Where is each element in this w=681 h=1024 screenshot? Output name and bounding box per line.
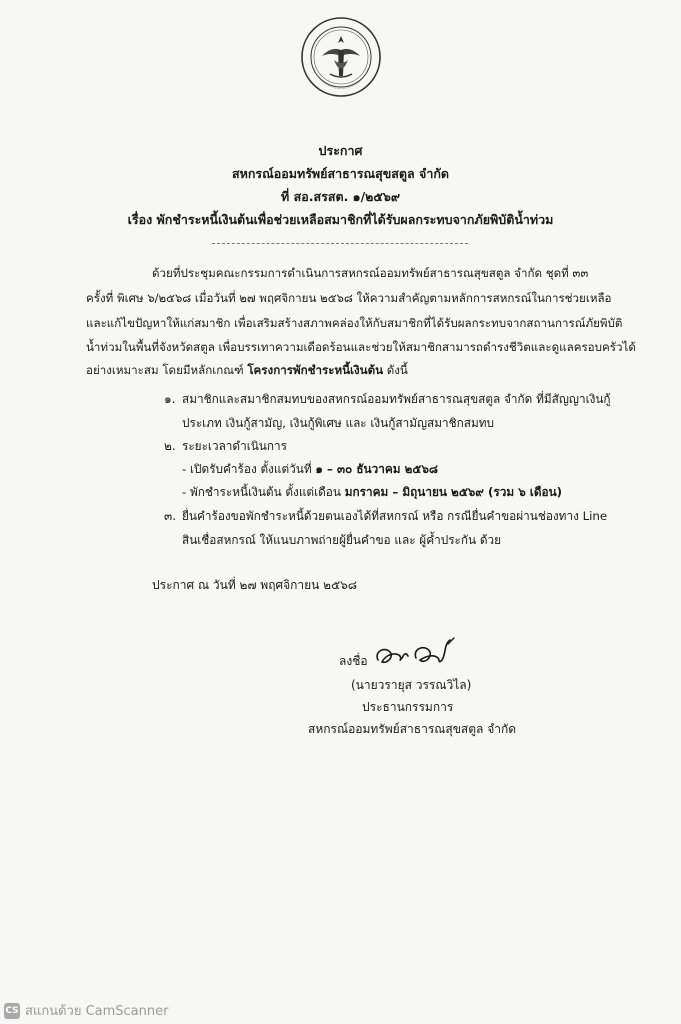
document-number: ที่ สอ.สรสต. ๑/๒๕๖๙ (281, 189, 400, 204)
intro-line-2: ครั้งที่ พิเศษ ๖/๒๕๖๘ เมื่อวันที่ ๒๗ พฤศจิกายน ๒๕๖๘ ให้ความสำคัญตามหลักการสหกรณ์ในการช่วยเหลือ (86, 291, 612, 305)
signer-organization: สหกรณ์ออมทรัพย์สาธารณสุขสตูล จำกัด (308, 722, 517, 736)
announce-date: ประกาศ ณ วันที่ ๒๗ พฤศจิกายน ๒๕๖๘ (152, 578, 358, 592)
document-subject (0, 210, 681, 230)
handwritten-signature (372, 634, 460, 674)
project-name: โครงการพักชำระหนี้เงินต้น (247, 363, 384, 377)
item-3-line-1: ยื่นคำร้องขอพักชำระหนี้ด้วยตนเองได้ที่สหกรณ์ หรือ กรณียื่นคำขอผ่านช่องทาง Line (182, 509, 608, 523)
organization-name: สหกรณ์ออมทรัพย์สาธารณสุขสตูล จำกัด (231, 166, 450, 181)
item-2-sub-2-dates: มกราคม – มิถุนายน ๒๕๖๙ (รวม ๖ เดือน) (344, 485, 563, 499)
camscanner-watermark (4, 1000, 168, 1021)
document-title: ประกาศ (318, 143, 363, 158)
item-2-sub-1 (182, 460, 438, 479)
subject-label: เรื่อง (127, 212, 153, 227)
intro-line-5-text: อย่างเหมาะสม โดยมีหลักเกณฑ์ (86, 363, 248, 377)
item-2-line-1: ระยะเวลาดำเนินการ (182, 439, 287, 453)
item-1-line-2: ประเภท เงินกู้สามัญ, เงินกู้พิเศษ และ เงินกู้สามัญสมาชิกสมทบ (182, 416, 495, 430)
intro-line-5-tail: ดังนี้ (383, 363, 408, 377)
item-2-sub-2-text: - พักชำระหนี้เงินต้น ตั้งแต่เดือน (182, 485, 345, 499)
cooperative-seal-icon (300, 16, 382, 98)
sign-label: ลงชื่อ (339, 654, 368, 668)
header-divider (212, 243, 468, 244)
intro-line-5 (86, 362, 408, 380)
intro-line-1: ด้วยที่ประชุมคณะกรรมการดำเนินการสหกรณ์ออมทรัพย์สาธารณสุขสตูล จำกัด ชุดที่ ๓๓ (152, 266, 589, 280)
signer-position: ประธานกรรมการ (362, 700, 454, 714)
item-2-sub-1-dates: ๑ – ๓๐ ธันวาคม ๒๕๖๘ (315, 462, 438, 476)
item-1-line-1: สมาชิกและสมาชิกสมทบของสหกรณ์ออมทรัพย์สาธารณสุขสตูล จำกัด ที่มีสัญญาเงินกู้ (182, 392, 611, 406)
camscanner-text: สแกนด้วย CamScanner (25, 1004, 169, 1019)
intro-line-4: น้ำท่วมในพื้นที่จังหวัดสตูล เพื่อบรรเทาความเดือดร้อนและช่วยให้สมาชิกสามารถดำรงชีวิตและดูแลครอบครัวได้ (86, 340, 636, 354)
item-2-sub-1-text: - เปิดรับคำร้อง ตั้งแต่วันที่ (182, 462, 316, 476)
intro-line-3: และแก้ไขปัญหาให้แก่สมาชิก เพื่อเสริมสร้างสภาพคล่องให้กับสมาชิกที่ได้รับผลกระทบจากสถานการณ์ภัยพิบัติ (86, 316, 623, 330)
item-2-number: ๒. (164, 439, 176, 453)
item-3-line-2: สินเชื่อสหกรณ์ ให้แนบภาพถ่ายผู้ยื่นคำขอ และ ผู้ค้ำประกัน ด้วย (182, 533, 502, 547)
item-3-number: ๓. (164, 509, 177, 523)
camscanner-logo-icon: CS (4, 1003, 20, 1019)
signer-name: (นายวรายุส วรรณวิไล) (351, 678, 472, 692)
subject-text: พักชำระหนี้เงินต้นเพื่อช่วยเหลือสมาชิกที่ได้รับผลกระทบจากภัยพิบัติน้ำท่วม (156, 212, 554, 227)
item-1-number: ๑. (164, 392, 176, 406)
item-2-sub-2 (182, 483, 562, 502)
